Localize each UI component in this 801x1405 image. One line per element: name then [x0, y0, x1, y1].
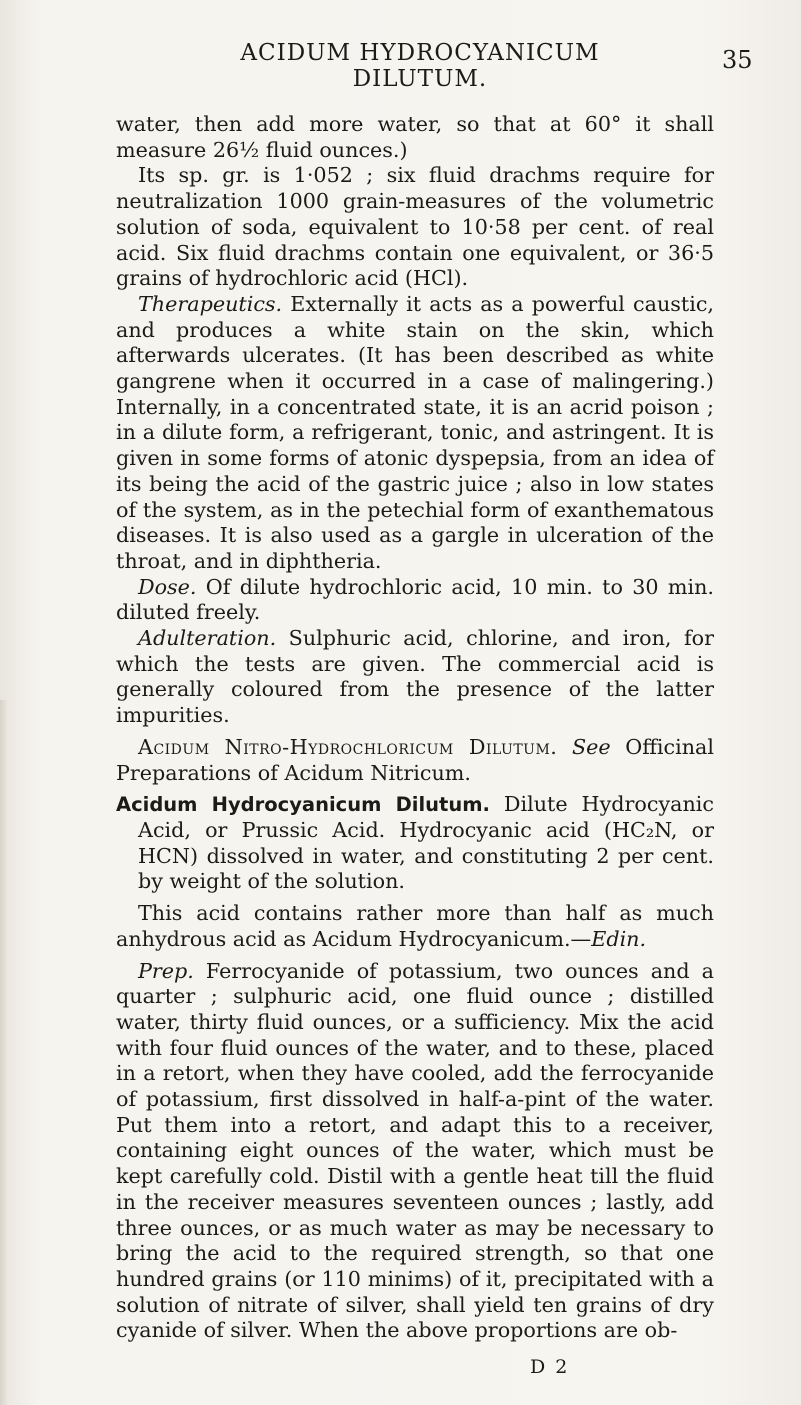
strength-note-text: This acid contains rather more than half as much anhydrous acid as Acidum Hydrocyanicum.— — [116, 901, 714, 951]
paragraph-nitro-hydrochloricum — [116, 735, 714, 786]
nitro-hydrochloricum-text: Officinal Preparations of Acidum Nitricum. — [116, 734, 714, 785]
hydrocyanicum-definition: Dilute Hydrocyanic Acid, or Prussic Acid. Hydrocyanic acid (HC₂N, or HCN) dissolved in water, and constituting 2 per cent. by weight of the solution. — [138, 792, 714, 894]
body-text — [116, 112, 714, 1344]
paragraph-specific-gravity: Its sp. gr. is 1·052 ; six fluid drachms require for neutralization 1000 grain-measures of the volumetric solution of soda, equivalent to 10·58 per cent. of real acid. Six fluid drachms contain one equivalent, or 36·5 grains of hydrochloric acid (HCl). — [116, 163, 714, 291]
adulteration-text: Sulphuric acid, chlorine, and iron, for which the tests are given. The commercial acid is generally coloured from the presence of the latter impurities. — [116, 626, 714, 728]
source-label: Edin. — [591, 926, 647, 951]
page-gutter-shadow — [0, 700, 8, 1405]
paragraph-dose — [116, 575, 714, 626]
dose-label: Dose. — [138, 574, 197, 599]
entry-hydrocyanicum — [116, 792, 714, 895]
dose-text: Of dilute hydrochloric acid, 10 min. to 30 min. diluted freely. — [116, 574, 714, 625]
therapeutics-text: Externally it acts as a powerful caustic, and produces a white stain on the skin, which afterwards ulcerates. (It has been described as white gangrene when it occurred in a case of malingering.) Internally, in a concentrated state, it is an acrid poison ; in a dilute form, a refrigerant, tonic, and astringent. It is given in some forms of atonic dyspepsia, from an idea of its being the acid of the gastric juice ; also in low states of the system, as in the petechial form of exanthematous diseases. It is also used as a gargle in ulceration of the throat, and in diphtheria. — [116, 291, 714, 573]
paragraph-continuation: water, then add more water, so that at 60° it shall measure 26½ fluid ounces.) — [116, 112, 714, 162]
hydrocyanicum-heading: Acidum Hydrocyanicum Dilutum. — [116, 793, 490, 817]
page-number: 35 — [722, 46, 753, 74]
prep-text: Ferrocyanide of potassium, two ounces and a quarter ; sulphuric acid, one fluid ounce ; distilled water, thirty fluid ounces, or a sufficiency. Mix the acid with four fluid ounces of the water, and to these, placed in a retort, when they have cooled, add the ferrocyanide of potassium, first dissolved in half-a-pint of the water. Put them into a retort, and adapt this to a receiver, containing eight ounces of the water, which must be kept carefully cold. Distil with a gentle heat till the fluid in the receiver measures seventeen ounces ; lastly, add three ounces, or as much water as may be necessary to bring the acid to the required strength, so that one hundred grains (or 110 minims) of it, precipitated with a solution of nitrate of silver, shall yield ten grains of dry cyanide of silver. When the above proportions are ob- — [116, 958, 714, 1343]
signature-mark: D 2 — [530, 1356, 570, 1378]
therapeutics-label: Therapeutics. — [138, 291, 283, 316]
running-title: ACIDUM HYDROCYANICUM DILUTUM. — [240, 40, 600, 92]
nitro-hydrochloricum-title: Acidum Nitro-Hydrochloricum Dilutum. — [138, 734, 558, 759]
paragraph-adulteration — [116, 626, 714, 729]
adulteration-label: Adulteration. — [138, 626, 277, 651]
prep-label: Prep. — [138, 958, 194, 983]
paragraph-preparation — [116, 959, 714, 1345]
paragraph-strength-note — [116, 901, 714, 952]
paragraph-therapeutics — [116, 292, 714, 575]
see-label: See — [557, 734, 611, 759]
